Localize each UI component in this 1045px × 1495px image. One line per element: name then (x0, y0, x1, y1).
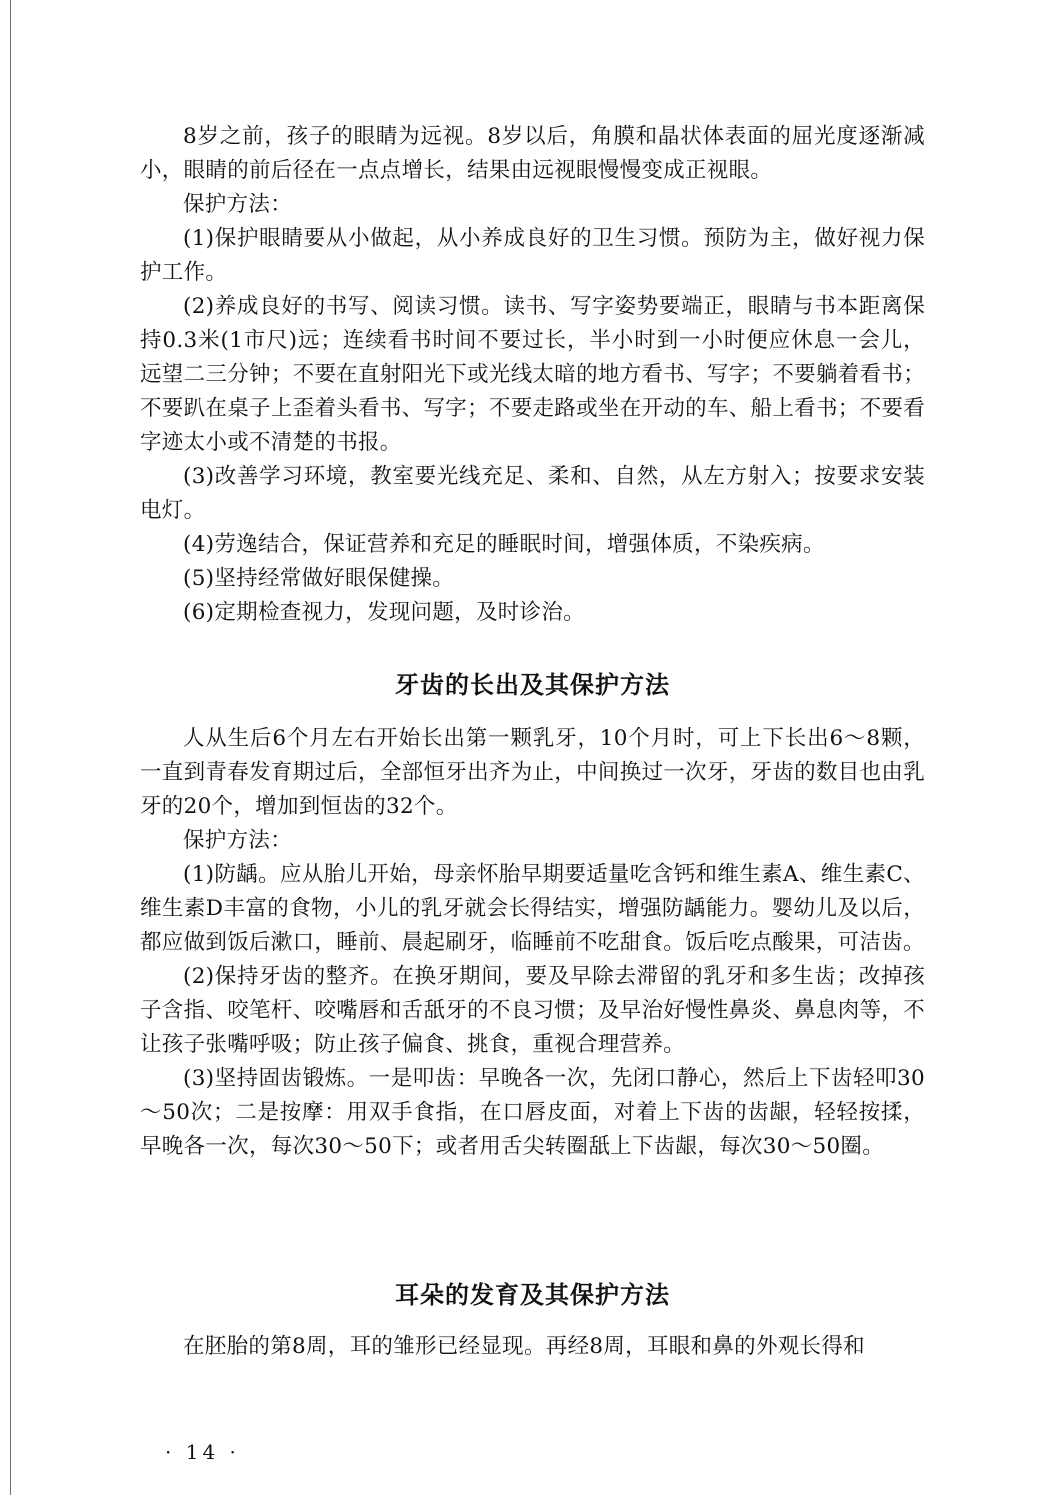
page-number: · 14 · (165, 1440, 240, 1464)
teeth-care-section (140, 722, 925, 1164)
eye-method-5: (5)坚持经常做好眼保健操。 (183, 566, 455, 591)
eye-method-3: (3)改善学习环境，教室要光线充足、柔和、自然，从左方射入；按要求安装电灯。 (140, 464, 925, 523)
eye-method-4: (4)劳逸结合，保证营养和充足的睡眠时间，增强体质，不染疾病。 (183, 532, 825, 557)
eye-intro-paragraph: 8岁之前，孩子的眼睛为远视。8岁以后，角膜和晶状体表面的屈光度逐渐减小，眼睛的前后径在一点点增长，结果由远视眼慢慢变成正视眼。 (140, 124, 925, 183)
teeth-method-2: (2)保持牙齿的整齐。在换牙期间，要及早除去滞留的乳牙和多生齿；改掉孩子含指、咬笔杆、咬嘴唇和舌舐牙的不良习惯；及早治好慢性鼻炎、鼻息肉等，不让孩子张嘴呼吸；防止孩子偏食、挑食，重视合理营养。 (140, 964, 925, 1057)
teeth-method-3: (3)坚持固齿锻炼。一是叩齿：早晚各一次，先闭口静心，然后上下齿轻叩30～50次；二是按摩：用双手食指，在口唇皮面，对着上下齿的齿龈，轻轻按揉，早晚各一次，每次30～50下；或者用舌尖转圈舐上下齿龈，每次30～50圈。 (140, 1066, 925, 1159)
eye-care-section (140, 120, 925, 630)
teeth-method-1: (1)防龋。应从胎儿开始，母亲怀胎早期要适量吃含钙和维生素A、维生素C、维生素D丰富的食物，小儿的乳牙就会长得结实，增强防龋能力。婴幼儿及以后，都应做到饭后漱口，睡前、晨起刷牙，临睡前不吃甜食。饭后吃点酸果，可洁齿。 (140, 862, 925, 955)
page-edge-line (10, 0, 11, 1495)
teeth-methods-label: 保护方法： (183, 828, 293, 853)
eye-method-6: (6)定期检查视力，发现问题，及时诊治。 (183, 600, 585, 625)
ear-care-section (140, 1330, 925, 1364)
ear-section-heading: 耳朵的发育及其保护方法 (395, 1281, 670, 1309)
teeth-section-heading: 牙齿的长出及其保护方法 (395, 671, 670, 699)
eye-method-1: (1)保护眼睛要从小做起，从小养成良好的卫生习惯。预防为主，做好视力保护工作。 (140, 226, 925, 285)
eye-methods-label: 保护方法： (183, 192, 293, 217)
teeth-intro-paragraph: 人从生后6个月左右开始长出第一颗乳牙，10个月时，可上下长出6～8颗，一直到青春发育期过后，全部恒牙出齐为止，中间换过一次牙，牙齿的数目也由乳牙的20个，增加到恒齿的32个。 (140, 726, 925, 819)
ear-intro-paragraph: 在胚胎的第8周，耳的雏形已经显现。再经8周，耳眼和鼻的外观长得和 (183, 1334, 865, 1359)
eye-method-2: (2)养成良好的书写、阅读习惯。读书、写字姿势要端正，眼睛与书本距离保持0.3米(1市尺)远；连续看书时间不要过长，半小时到一小时便应休息一会儿，远望二三分钟；不要在直射阳光下或光线太暗的地方看书、写字；不要躺着看书；不要趴在桌子上歪着头看书、写字；不要走路或坐在开动的车、船上看书；不要看字迹太小或不清楚的书报。 (140, 294, 925, 455)
